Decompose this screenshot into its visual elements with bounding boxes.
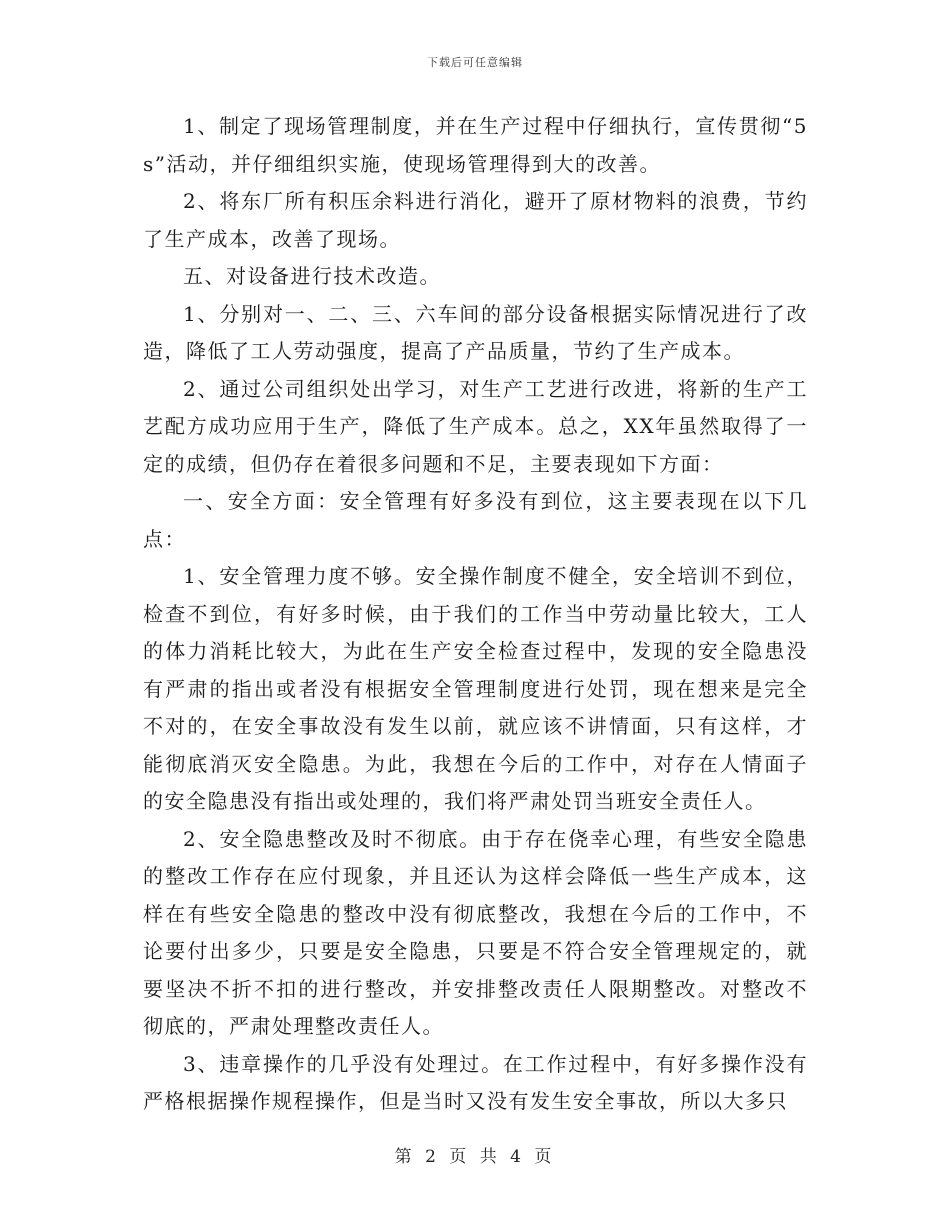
paragraph-5: 2、通过公司组织处出学习，对生产工艺进行改进，将新的生产工艺配方成功应用于生产，降低了生产成本。总之，XX年虽然取得了一定的成绩，但仍存在着很多问题和不足，主要表现如下方面： [143, 376, 808, 476]
page-header: 下载后可任意编辑 [427, 56, 523, 69]
paragraph-1: 1、制定了现场管理制度，并在生产过程中仔细执行，宣传贯彻“5s”活动，并仔细组织实施，使现场管理得到大的改善。 [143, 114, 808, 176]
section-heading-5: 五、对设备进行技术改造。 [183, 264, 441, 288]
paragraph-2: 2、将东厂所有积压余料进行消化，避开了原材物料的浪费，节约了生产成本，改善了现场。 [143, 189, 808, 251]
document-body [143, 108, 808, 1121]
section-heading-safety: 一、安全方面：安全管理有好多没有到位，这主要表现在以下几点： [143, 489, 808, 551]
paragraph-4: 1、分别对一、二、三、六车间的部分设备根据实际情况进行了改造，降低了工人劳动强度，提高了产品质量，节约了生产成本。 [143, 301, 808, 363]
paragraph-7: 1、安全管理力度不够。安全操作制度不健全，安全培训不到位，检查不到位，有好多时候，由于我们的工作当中劳动量比较大，工人的体力消耗比较大，为此在生产安全检查过程中，发现的安全隐患没有严肃的指出或者没有根据安全管理制度进行处罚，现在想来是完全不对的，在安全事故没有发生以前，就应该不讲情面，只有这样，才能彻底消灭安全隐患。为此，我想在今后的工作中，对存在人情面子的安全隐患没有指出或处理的，我们将严肃处罚当班安全责任人。 [143, 564, 808, 813]
paragraph-8: 2、安全隐患整改及时不彻底。由于存在侥幸心理，有些安全隐患的整改工作存在应付现象，并且还认为这样会降低一些生产成本，这样在有些安全隐患的整改中没有彻底整改，我想在今后的工作中，不论要付出多少，只要是安全隐患，只要是不符合安全管理规定的，就要坚决不折不扣的进行整改，并安排整改责任人限期整改。对整改不彻底的，严肃处理整改责任人。 [143, 826, 808, 1038]
page-number: 第 2 页 共 4 页 [394, 1147, 556, 1167]
paragraph-9: 3、违章操作的几乎没有处理过。在工作过程中，有好多操作没有严格根据操作规程操作，但是当时又没有发生安全事故，所以大多只 [143, 1051, 808, 1113]
